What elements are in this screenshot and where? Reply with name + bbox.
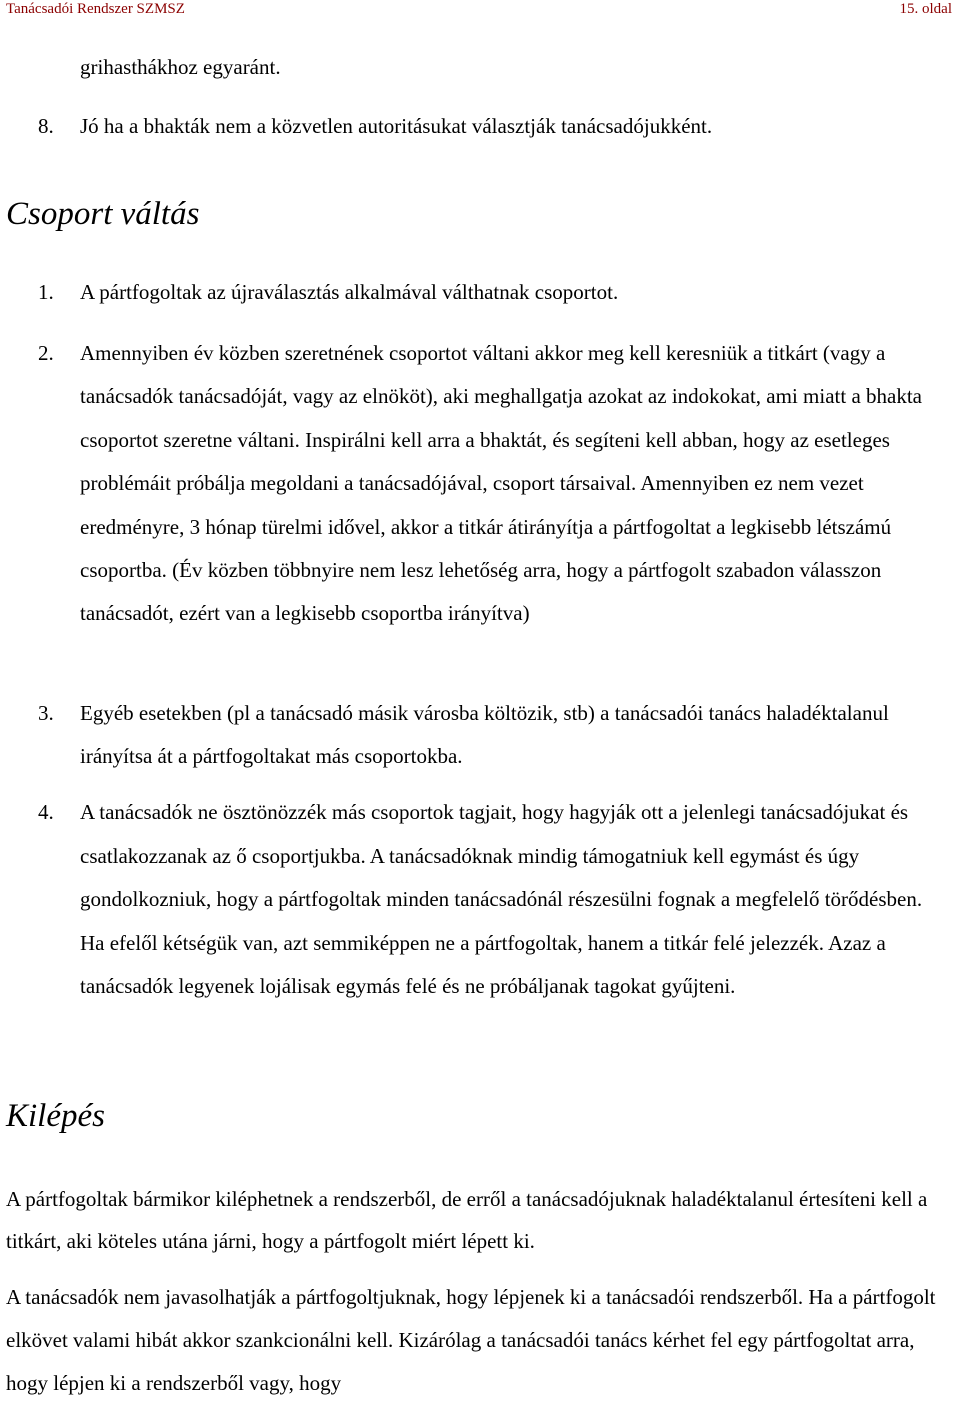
paragraph: A pártfogoltak bármikor kiléphetnek a rendszerből, de erről a tanácsadójuknak haladéktalanul értesíteni kell a titkárt, aki köteles utána járni, hogy a pártfogolt miért lépett ki. bbox=[6, 1187, 928, 1253]
document-title: Tanácsadói Rendszer SZMSZ bbox=[6, 1, 185, 17]
list-number: 2. bbox=[38, 341, 54, 365]
section-heading-kilepes: Kilépés bbox=[6, 1098, 105, 1134]
list-text: Egyéb esetekben (pl a tanácsadó másik városba költözik, stb) a tanácsadói tanács haladéktalanul irányítsa át a pártfogoltakat más csoportokba. bbox=[80, 701, 889, 768]
section-heading-csoport-valtas: Csoport váltás bbox=[6, 196, 200, 232]
list-number: 4. bbox=[38, 800, 54, 824]
list-text: A tanácsadók ne ösztönözzék más csoportok tagjait, hogy hagyják ott a jelenlegi tanácsadójukat és csatlakozzanak az ő csoportjukba. A tanácsadóknak mindig támogatniuk kell egymást és úgy gondolkozniuk, hogy a pártfogoltak minden tanácsadónál részesülni fognak a megfelelő törődésben. Ha efelől kétségük van, azt semmiképpen ne a pártfogoltak, hanem a titkár felé jelezzék. Azaz a tanácsadók legyenek lojálisak egymás felé és ne próbáljanak tagokat gyűjteni. bbox=[80, 800, 923, 999]
list-number: 8. bbox=[38, 114, 54, 138]
list-text: Jó ha a bhakták nem a közvetlen autoritásukat választják tanácsadójukként. bbox=[80, 114, 713, 138]
list-number: 1. bbox=[38, 280, 54, 304]
list-text: Amennyiben év közben szeretnének csoportot váltani akkor meg kell keresniük a titkárt (vagy a tanácsadók tanácsadóját, vagy az elnököt), aki meghallgatja azokat az indokokat, ami miatt a bhakta csoportot szeretne váltani. Inspirálni kell arra a bhaktát, és segíteni kell abban, hogy az esetleges problémáit próbálja megoldani a tanácsadójával, csoport társaival. Amennyiben ez nem vezet eredményre, 3 hónap türelmi idővel, akkor a titkár átirányítja a pártfogoltat a legkisebb létszámú csoportba. (Év közben többnyire nem lesz lehetőség arra, hogy a pártfogolt szabadon válasszon tanácsadót, ezért van a legkisebb csoportba irányítva) bbox=[80, 341, 922, 626]
list-number: 3. bbox=[38, 701, 54, 725]
page-header bbox=[6, 1, 952, 23]
continuation-text: grihasthákhoz egyaránt. bbox=[80, 55, 281, 79]
list-text: A pártfogoltak az újraválasztás alkalmával válthatnak csoportot. bbox=[80, 280, 619, 304]
paragraph: A tanácsadók nem javasolhatják a pártfogoltjuknak, hogy lépjenek ki a tanácsadói rendszerből. Ha a pártfogolt elkövet valami hibát akkor szankcionálni kell. Kizárólag a tanácsadói tanács kérhet fel egy pártfogoltat arra, hogy lépjen ki a rendszerből vagy, hogy bbox=[6, 1285, 936, 1395]
page-number: 15. oldal bbox=[899, 1, 952, 17]
